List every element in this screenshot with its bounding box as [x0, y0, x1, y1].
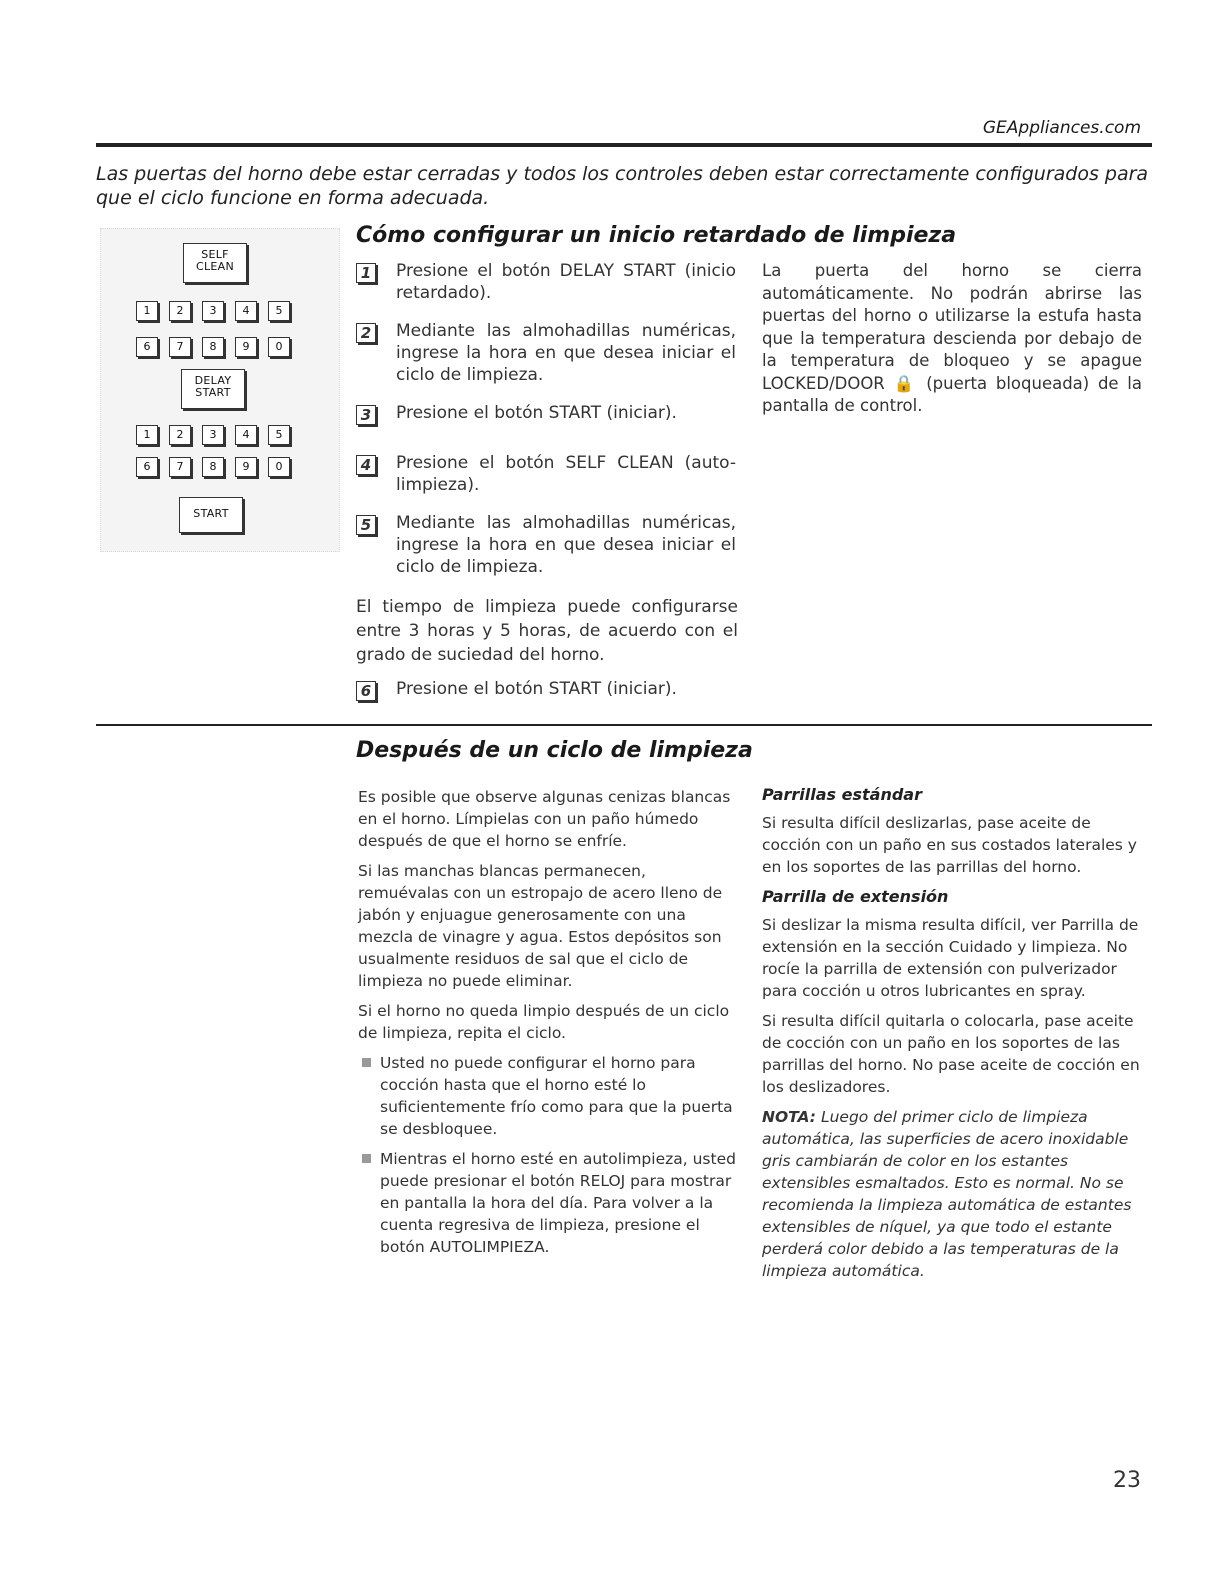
step-4: [356, 452, 741, 502]
key-3: 3: [202, 425, 224, 445]
key-5: 5: [268, 301, 290, 321]
step-1: [356, 260, 741, 310]
key-0: 0: [268, 337, 290, 357]
step-3: [356, 402, 741, 430]
after-clean-right-column: [762, 784, 1142, 1290]
key-2: 2: [169, 301, 191, 321]
step-text: Presione el botón START (iniciar).: [396, 403, 677, 423]
key-1: 1: [136, 425, 158, 445]
paragraph: Si las manchas blancas permanecen, remuévalas con un estropajo de acero lleno de jabón y enjuague generosamente con una mezcla de vinagre y agua. Estos depósitos son usualmente residuos de sal que el ciclo de limpieza no puede eliminar.: [358, 862, 723, 990]
step-number: 1: [356, 263, 376, 283]
delay-start-key: DELAY START: [181, 369, 245, 409]
keypad-illustration: [100, 228, 340, 552]
paragraph: Es posible que observe algunas cenizas blancas en el horno. Límpielas con un paño húmedo después de que el horno se enfríe.: [358, 788, 731, 850]
step-text: Mediante las almohadillas numéricas, ingrese la hora en que desea iniciar el ciclo de limpieza.: [396, 321, 736, 385]
step-text: Mediante las almohadillas numéricas, ingrese la hora en que desea iniciar el ciclo de limpieza.: [396, 513, 736, 577]
key-9: 9: [235, 337, 257, 357]
key-8: 8: [202, 337, 224, 357]
step-text: Presione el botón DELAY START (inicio retardado).: [396, 261, 736, 303]
step-text: Presione el botón SELF CLEAN (auto-limpieza).: [396, 453, 736, 495]
bullet-icon: [362, 1058, 371, 1067]
section1-title: Cómo configurar un inicio retardado de limpieza: [356, 223, 957, 248]
subheading: Parrilla de extensión: [762, 887, 949, 906]
key-6: 6: [136, 457, 158, 477]
section2-title: Después de un ciclo de limpieza: [356, 738, 753, 763]
bullet-item: Mientras el horno esté en autolimpieza, usted puede presionar el botón RELOJ para mostrar en pantalla la hora del día. Para volver a la cuenta regresiva de limpieza, presione el botón AUTOLIMPIEZA.: [358, 1148, 738, 1258]
note-paragraph: NOTA: Luego del primer ciclo de limpieza automática, las superficies de acero inoxidable gris cambiarán de color en los estantes extensibles esmaltados. Esto es normal. No se recomienda la limpieza automática de estantes extensibles de níquel, ya que todo el estante perderá color debido a las temperaturas de la limpieza automática.: [762, 1108, 1132, 1280]
step-text: Presione el botón START (iniciar).: [396, 679, 677, 699]
step-number: 3: [356, 405, 376, 425]
step-number: 2: [356, 323, 376, 343]
step-number: 5: [356, 515, 376, 535]
paragraph: Si el horno no queda limpio después de un ciclo de limpieza, repita el ciclo.: [358, 1002, 730, 1042]
key-0: 0: [268, 457, 290, 477]
paragraph: Si deslizar la misma resulta difícil, ver Parrilla de extensión en la sección Cuidado y limpieza. No rocíe la parrilla de extensión con pulverizador para cocción u otros lubricantes en spray.: [762, 916, 1139, 1000]
self-clean-key: SELF CLEAN: [183, 243, 247, 283]
key-6: 6: [136, 337, 158, 357]
step-6: [356, 678, 741, 706]
clean-time-note: El tiempo de limpieza puede configurarse entre 3 horas y 5 horas, de acuerdo con el grado de suciedad del horno.: [356, 597, 738, 665]
start-key: START: [179, 497, 243, 533]
bullet-icon: [362, 1154, 371, 1163]
key-8: 8: [202, 457, 224, 477]
key-4: 4: [235, 301, 257, 321]
key-7: 7: [169, 337, 191, 357]
key-9: 9: [235, 457, 257, 477]
subheading: Parrillas estándar: [762, 785, 922, 804]
after-clean-left-column: [358, 786, 738, 1266]
door-lock-text: La puerta del horno se cierra automáticamente. No podrán abrirse las puertas del horno o utilizarse la estufa hasta que la temperatura descienda por debajo de la temperatura de bloqueo y se apague LOCKED/DOOR 🔒 (puerta bloqueada) de la pantalla de control.: [762, 261, 1142, 415]
site-url: GEAppliances.com: [982, 118, 1141, 138]
note-label: NOTA:: [762, 1108, 817, 1126]
step-number: 6: [356, 681, 376, 701]
bullet-item: Usted no puede configurar el horno para cocción hasta que el horno esté lo suficientemente frío como para que la puerta se desbloquee.: [358, 1052, 738, 1140]
step-number: 4: [356, 455, 376, 475]
step-2: [356, 320, 741, 392]
step-5: [356, 512, 741, 584]
paragraph: Si resulta difícil deslizarlas, pase aceite de cocción con un paño en sus costados laterales y en los soportes de las parrillas del horno.: [762, 814, 1137, 876]
page-number: 23: [1113, 1468, 1141, 1493]
key-1: 1: [136, 301, 158, 321]
paragraph: Si resulta difícil quitarla o colocarla, pase aceite de cocción con un paño en los soportes de las parrillas del horno. No pase aceite de cocción en los deslizadores.: [762, 1012, 1140, 1096]
intro-text: Las puertas del horno debe estar cerradas y todos los controles deben estar correctamente configurados para que el ciclo funcione en forma adecuada.: [96, 163, 1149, 209]
section-rule: [96, 724, 1152, 726]
key-2: 2: [169, 425, 191, 445]
top-rule: [96, 143, 1152, 147]
key-4: 4: [235, 425, 257, 445]
key-3: 3: [202, 301, 224, 321]
key-7: 7: [169, 457, 191, 477]
key-5: 5: [268, 425, 290, 445]
